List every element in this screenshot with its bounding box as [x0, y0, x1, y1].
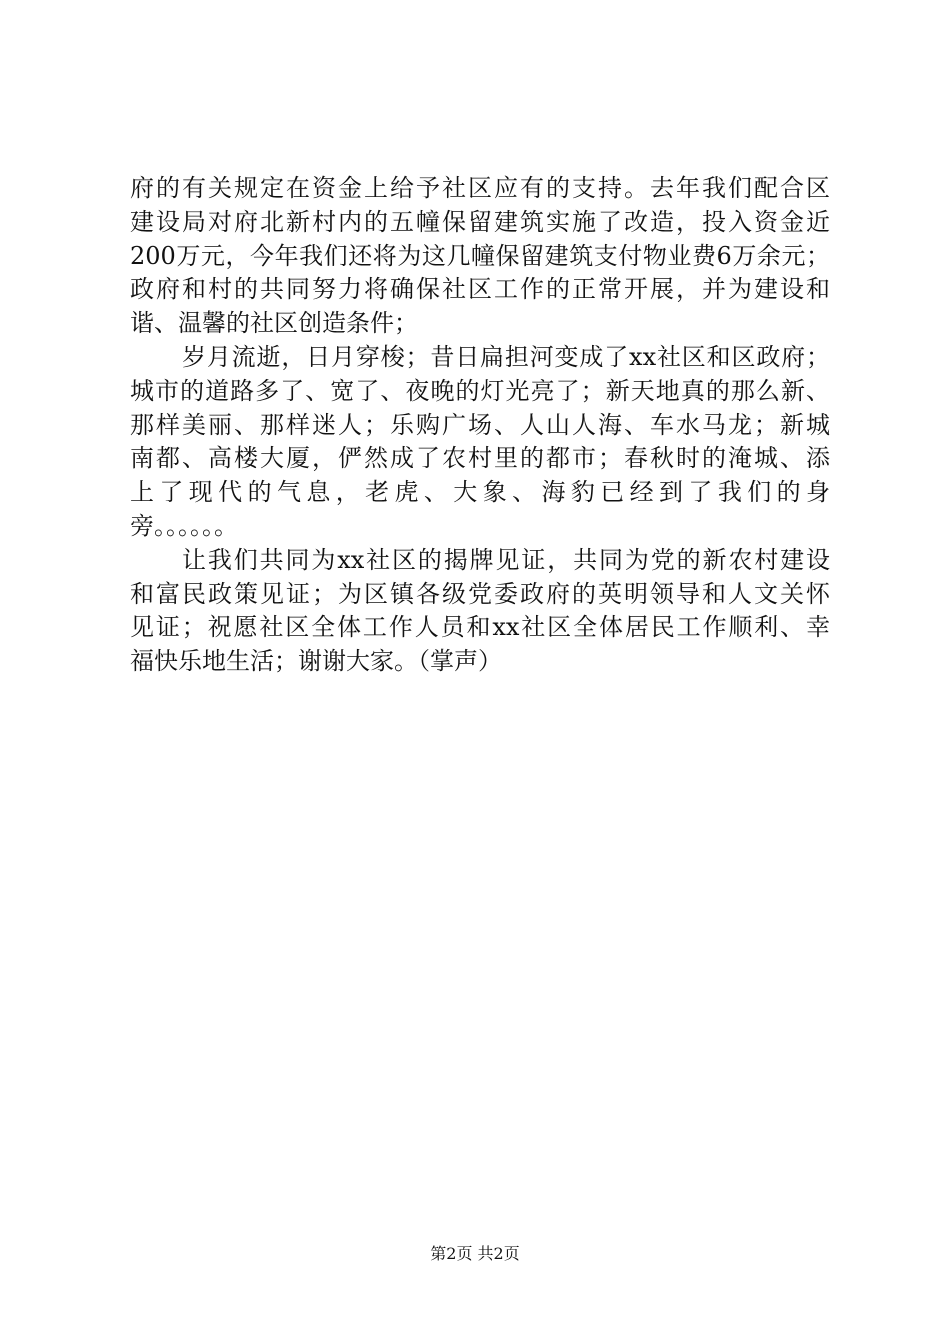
- text-line: 岁月流逝，日月穿梭；昔日扁担河变成了xx社区和区政府；: [182, 342, 830, 371]
- page-footer: 第2页 共2页: [430, 1244, 520, 1263]
- text-line: 见证；祝愿社区全体工作人员和xx社区全体居民工作顺利、幸: [130, 613, 830, 642]
- text-line: 旁。。。。。。: [130, 511, 238, 540]
- document-body: [130, 172, 830, 679]
- text-line: 谐、温馨的社区创造条件；: [130, 309, 418, 338]
- text-line: 和富民政策见证；为区镇各级党委政府的英明领导和人文关怀: [130, 579, 830, 608]
- text-line: 福快乐地生活；谢谢大家。（掌声）: [130, 647, 502, 676]
- text-line: 上了现代的气息，老虎、大象、海豹已经到了我们的身: [130, 478, 830, 507]
- text-line: 府的有关规定在资金上给予社区应有的支持。去年我们配合区: [130, 174, 830, 202]
- text-line: 那样美丽、那样迷人；乐购广场、人山人海、车水马龙；新城: [130, 410, 830, 439]
- text-line: 让我们共同为xx社区的揭牌见证，共同为党的新农村建设: [182, 545, 830, 574]
- text-line: 城市的道路多了、宽了、夜晚的灯光亮了；新天地真的那么新、: [130, 376, 830, 405]
- text-line: 南都、高楼大厦，俨然成了农村里的都市；春秋时的淹城、添: [130, 444, 830, 473]
- text-line: 建设局对府北新村内的五幢保留建筑实施了改造，投入资金近: [130, 207, 830, 236]
- text-line: 200万元，今年我们还将为这几幢保留建筑支付物业费6万余元；: [130, 241, 830, 270]
- text-line: 政府和村的共同努力将确保社区工作的正常开展，并为建设和: [130, 275, 830, 304]
